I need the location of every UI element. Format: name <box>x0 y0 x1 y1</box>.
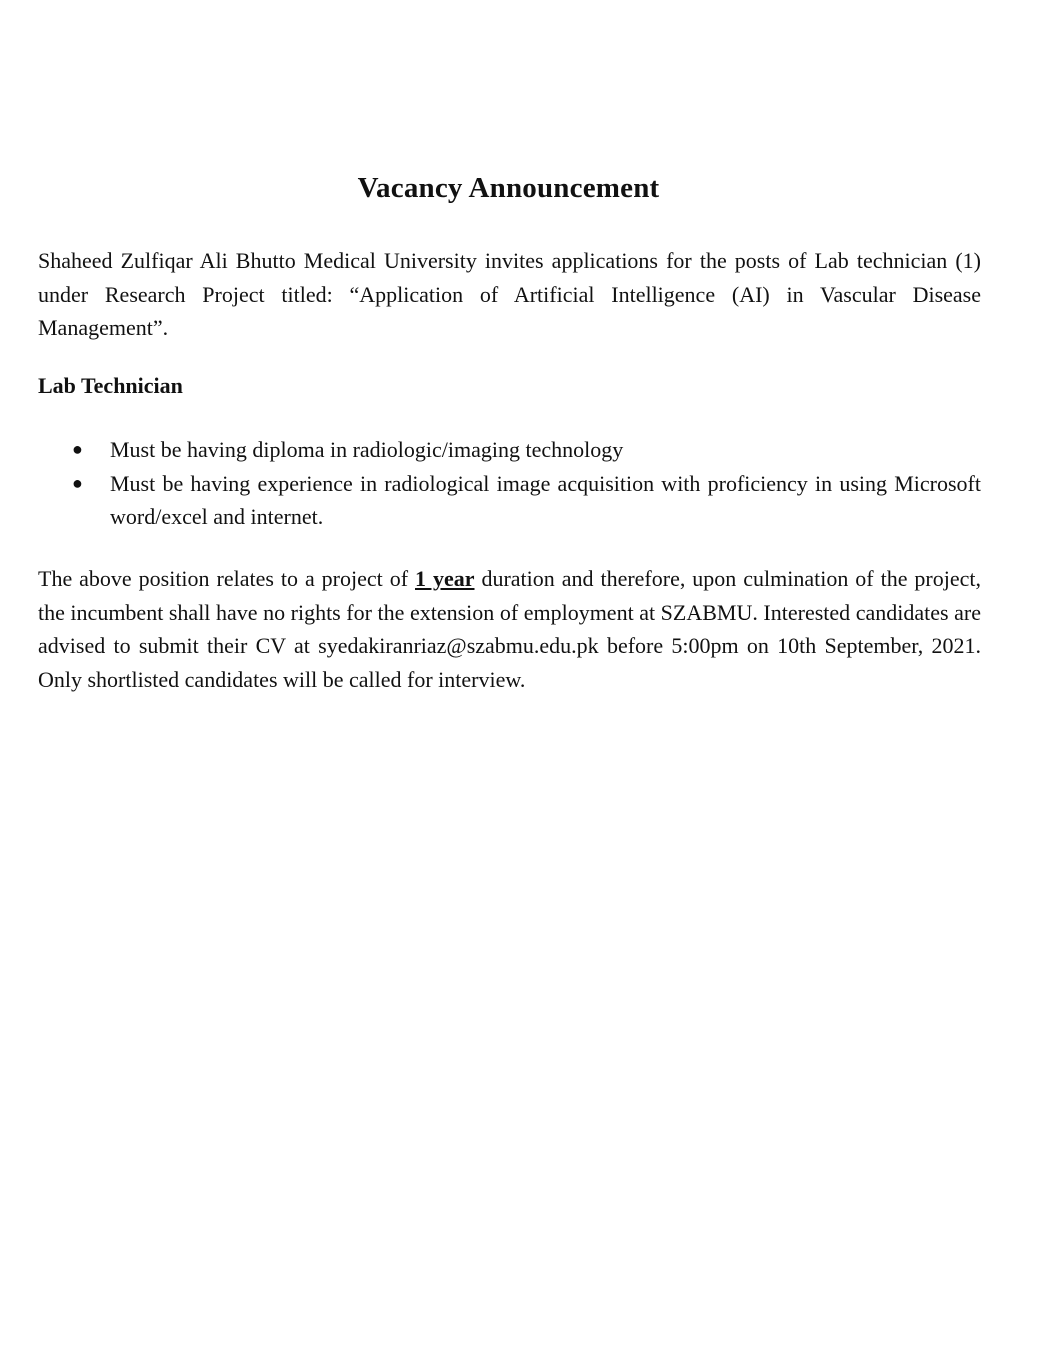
requirement-text: Must be having experience in radiological image acquisition with proficiency in using Microsoft word/excel and internet. <box>110 470 981 529</box>
list-item <box>72 433 981 467</box>
closing-text: before 5:00pm on 10th September, 2021. Only shortlisted candidates will be called for interview. <box>38 633 981 692</box>
list-item <box>72 467 981 534</box>
section-heading: Lab Technician <box>38 373 183 398</box>
intro-paragraph: Shaheed Zulfiqar Ali Bhutto Medical University invites applications for the posts of Lab technician (1) under Research Project titled: “Application of Artificial Intelligence (AI) in Vascular Disease Management”. <box>38 248 981 340</box>
bullet-icon: ● <box>72 472 83 493</box>
page-title: Vacancy Announcement <box>357 172 660 204</box>
closing-text: The above position relates to a project of <box>38 566 415 591</box>
bullet-icon: ● <box>72 439 83 459</box>
requirement-text: Must be having diploma in radiologic/imaging technology <box>110 437 624 462</box>
contact-email: syedakiranriaz@szabmu.edu.pk <box>318 633 599 658</box>
closing-text: duration and therefore, upon culmination of the project, the incumbent shall have no rights for the extension of employment at SZABMU. Interested candidates are advised to submit their CV at <box>38 566 982 658</box>
requirements-list <box>72 433 981 534</box>
closing-paragraph <box>38 562 981 696</box>
project-duration: 1 year <box>415 566 475 591</box>
